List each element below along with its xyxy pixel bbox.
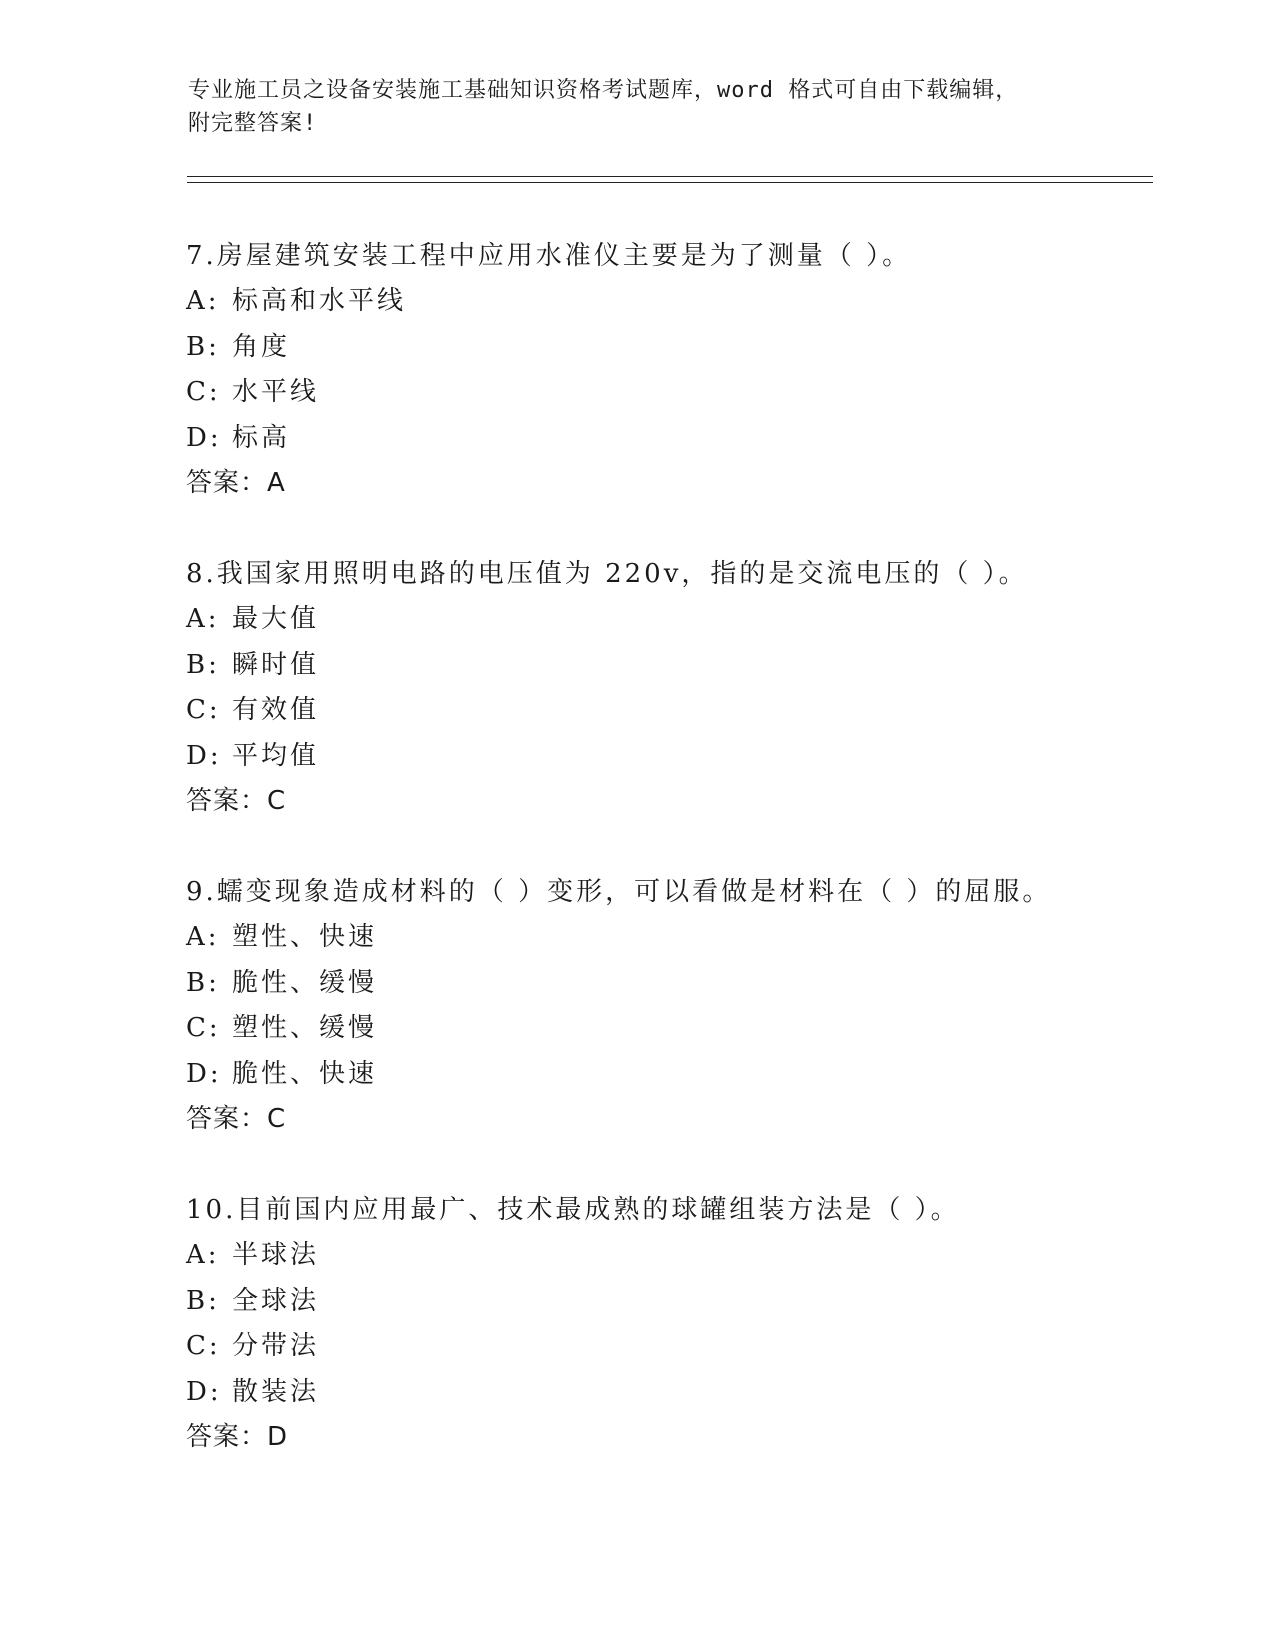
option-d: [186, 734, 1146, 780]
option-text: 角度: [232, 331, 291, 362]
header-line-2: 附完整答案!: [188, 111, 318, 136]
question-stem: 7.房屋建筑安装工程中应用水准仪主要是为了测量（ ）。: [186, 241, 912, 271]
answer-line: 答案：D: [186, 1422, 289, 1452]
option-d: [186, 1052, 1146, 1098]
option-key: D:: [186, 1058, 222, 1089]
option-text: 最大值: [232, 604, 320, 634]
option-key: C:: [186, 377, 221, 407]
answer-line: 答案：C: [186, 786, 287, 816]
option-key: C:: [186, 1331, 221, 1361]
option-key: A:: [186, 1240, 220, 1270]
option-text: 水平线: [232, 377, 320, 407]
option-text: 标高: [232, 422, 291, 453]
option-text: 分带法: [232, 1331, 320, 1361]
option-key: B:: [186, 331, 220, 362]
option-text: 塑性、快速: [232, 922, 378, 952]
option-key: C:: [186, 695, 221, 725]
option-key: A:: [186, 922, 220, 952]
option-text: 塑性、缓慢: [232, 1013, 378, 1043]
question-stem: 9.蠕变现象造成材料的（ ）变形，可以看做是材料在（ ）的屈服。: [186, 877, 1052, 907]
question-stem: 8.我国家用照明电路的电压值为 220v，指的是交流电压的（ ）。: [186, 559, 1028, 589]
option-c: [186, 1324, 1146, 1370]
option-text: 脆性、快速: [232, 1058, 378, 1089]
option-text: 瞬时值: [232, 649, 320, 680]
option-text: 平均值: [232, 740, 320, 771]
option-key: C:: [186, 1013, 221, 1043]
option-b: [186, 643, 1146, 689]
option-key: A:: [186, 604, 220, 634]
option-text: 散装法: [232, 1376, 320, 1407]
option-a: [186, 597, 1146, 643]
option-text: 脆性、缓慢: [232, 967, 378, 998]
option-text: 标高和水平线: [232, 286, 407, 316]
option-text: 有效值: [232, 695, 320, 725]
document-header: [188, 74, 1068, 140]
question-stem: 10.目前国内应用最广、技术最成熟的球罐组装方法是（ ）。: [186, 1195, 960, 1225]
option-key: B:: [186, 967, 220, 998]
option-d: [186, 1370, 1146, 1416]
option-text: 半球法: [232, 1240, 320, 1270]
option-a: [186, 1233, 1146, 1279]
option-text: 全球法: [232, 1285, 320, 1316]
question-10: [186, 1187, 1146, 1460]
answer-line: 答案：C: [186, 1104, 287, 1134]
question-7: [186, 233, 1146, 506]
option-b: [186, 961, 1146, 1007]
header-divider-bottom: [187, 182, 1153, 183]
option-key: B:: [186, 649, 220, 680]
answer-line: 答案：A: [186, 468, 286, 498]
question-9: [186, 869, 1146, 1142]
option-a: [186, 279, 1146, 325]
option-b: [186, 1279, 1146, 1325]
option-c: [186, 1006, 1146, 1052]
option-c: [186, 370, 1146, 416]
option-c: [186, 688, 1146, 734]
option-key: A:: [186, 286, 220, 316]
header-divider-top: [187, 176, 1153, 177]
option-a: [186, 915, 1146, 961]
question-8: [186, 551, 1146, 824]
option-key: D:: [186, 1376, 222, 1407]
option-b: [186, 325, 1146, 371]
option-key: D:: [186, 422, 222, 453]
header-line-1: 专业施工员之设备安装施工基础知识资格考试题库，word 格式可自由下载编辑，: [188, 78, 1019, 103]
option-key: D:: [186, 740, 222, 771]
option-d: [186, 416, 1146, 462]
option-key: B:: [186, 1285, 220, 1316]
